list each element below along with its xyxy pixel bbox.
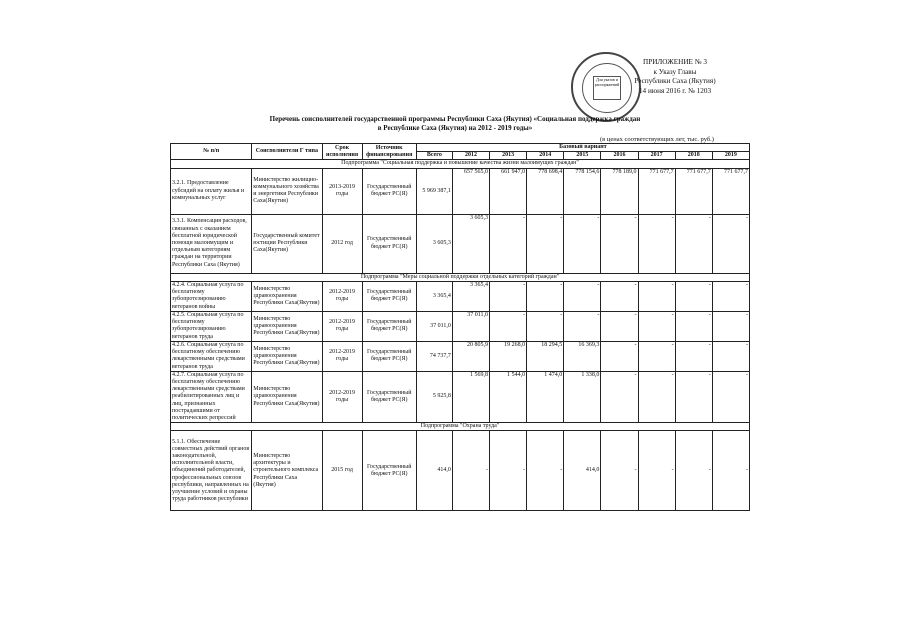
cell-year: - [712,431,749,511]
cell-total: 5 969 387,1 [416,168,452,214]
table-row [171,214,750,273]
cell-source: Государственный бюджет РС(Я) [362,431,416,511]
header-year: 2014 [527,152,564,160]
cell-source: Государственный бюджет РС(Я) [362,168,416,214]
cell-year: 771 677,7 [675,168,712,214]
appendix-line-3: Республики Саха (Якутия) [634,77,716,85]
table-row [171,281,750,311]
cell-coexec: Министерство здравоохранения Республики Саха(Якутия) [252,371,322,422]
cell-total: 414,0 [416,431,452,511]
cell-year: - [638,311,675,341]
cell-year: - [601,281,638,311]
cell-source: Государственный бюджет РС(Я) [362,281,416,311]
cell-year: - [712,341,749,371]
cell-term: 2012-2019 годы [322,311,362,341]
cell-total: 74 737,7 [416,341,452,371]
header-year: 2016 [601,152,638,160]
header-year: 2018 [675,152,712,160]
header-num: № п/п [171,144,252,160]
cell-source: Государственный бюджет РС(Я) [362,371,416,422]
cell-year: 1 544,0 [490,371,527,422]
cell-year: 661 947,0 [490,168,527,214]
coexecutors-table [170,143,750,511]
cell-year: - [490,214,527,273]
cell-coexec: Министерство здравоохранения Республики Саха(Якутия) [252,341,322,371]
table-row [171,431,750,511]
subprogram-row: Подпрограмма "Социальная поддержка и повышение качества жизни малоимущих граждан" [171,160,750,168]
cell-year: 778 189,0 [601,168,638,214]
cell-year: - [527,431,564,511]
cell-year: - [490,431,527,511]
header-term: Срок исполнения [322,144,362,160]
cell-year: 778 154,6 [564,168,601,214]
cell-year: 16 369,3 [564,341,601,371]
header-coexec: Соисполнители Г типа [252,144,322,160]
cell-source: Государственный бюджет РС(Я) [362,341,416,371]
cell-year: 1 569,8 [452,371,489,422]
cell-year: 3 365,4 [452,281,489,311]
cell-num: 4.2.7. Социальная услуга по бесплатному обеспечению лекарственными средствами реабилитированных лиц и лиц, признанных пострадавшими от политических репрессий [171,371,252,422]
cell-year: - [675,341,712,371]
units-note: (в ценах соответствующих лет, тыс. руб.) [600,136,714,143]
cell-num: 3.2.1. Предоставление субсидий на оплату жилья и коммунальных услуг [171,168,252,214]
header-base: Базовый вариант [416,144,749,152]
cell-year: 1 474,0 [527,371,564,422]
cell-year: 771 677,7 [638,168,675,214]
cell-year: - [638,431,675,511]
seal-center: Для указов и распоряжений [593,76,621,100]
cell-coexec: Министерство здравоохранения Республики Саха(Якутия) [252,311,322,341]
cell-year: - [601,311,638,341]
header-source: Источник финансирования [362,144,416,160]
header-year: 2013 [490,152,527,160]
cell-total: 3 605,3 [416,214,452,273]
cell-year: - [712,214,749,273]
cell-coexec: Министерство здравоохранения Республики Саха(Якутия) [252,281,322,311]
table-row [171,341,750,371]
header-year: 2012 [452,152,489,160]
cell-year: 771 677,7 [712,168,749,214]
cell-year: - [490,311,527,341]
title-line-1: Перечень соисполнителей государственной программы Республики Саха (Якутия) «Социальная поддержка граждан [269,115,641,123]
cell-year: - [712,311,749,341]
cell-year: - [638,371,675,422]
cell-num: 4.2.6. Социальная услуга по бесплатному обеспечению лекарственными средствами ветеранов труда [171,341,252,371]
cell-total: 3 365,4 [416,281,452,311]
cell-total: 37 011,0 [416,311,452,341]
cell-year: - [564,281,601,311]
cell-term: 2012-2019 годы [322,281,362,311]
cell-year: 20 805,9 [452,341,489,371]
cell-year: 1 338,0 [564,371,601,422]
cell-year: - [675,214,712,273]
appendix-line-2: к Указу Главы [653,67,697,76]
header-year: 2019 [712,152,749,160]
table-row [171,311,750,341]
cell-year: - [638,341,675,371]
header-year: 2015 [564,152,601,160]
subprogram-row: Подпрограмма "Меры социальной поддержки отдельных категорий граждан" [171,273,750,281]
cell-coexec: Министерство жилищно-коммунального хозяйства и энергетики Республики Саха(Якутия) [252,168,322,214]
cell-year: 18 294,5 [527,341,564,371]
cell-num: 5.1.1. Обеспечение совместных действий органов законодательной, исполнительной власти, объединений работодателей, профессиональных союзов республики, направленных на улучшение условий и охраны труда работников республики [171,431,252,511]
cell-year: 778 698,4 [527,168,564,214]
document-title [200,115,710,133]
cell-year: - [601,341,638,371]
cell-year: - [527,281,564,311]
cell-year: 3 605,3 [452,214,489,273]
table-row [171,371,750,422]
cell-term: 2015 год [322,431,362,511]
cell-year: - [452,431,489,511]
cell-source: Государственный бюджет РС(Я) [362,214,416,273]
cell-total: 5 925,8 [416,371,452,422]
cell-num: 4.2.4. Социальная услуга по бесплатному зубопротезированию ветеранов войны [171,281,252,311]
cell-year: 657 565,0 [452,168,489,214]
header-total: Всего [416,152,452,160]
cell-year: - [675,311,712,341]
cell-year: - [527,311,564,341]
appendix-line-1: ПРИЛОЖЕНИЕ № 3 [643,58,707,66]
cell-num: 4.2.5. Социальная услуга по бесплатному зубопротезированию ветеранов труда [171,311,252,341]
cell-year: - [675,371,712,422]
cell-year: 414,0 [564,431,601,511]
cell-year: - [712,281,749,311]
cell-year: - [638,281,675,311]
cell-year: - [675,281,712,311]
cell-num: 3.3.1. Компенсация расходов, связанных с оказанием бесплатной юридической помощи малоимущим и отдельным категориям граждан на территории Республики Саха (Якутия) [171,214,252,273]
cell-year: - [564,214,601,273]
appendix-header [620,58,730,96]
cell-year: - [601,431,638,511]
cell-year: - [601,371,638,422]
cell-year: - [527,214,564,273]
appendix-line-4: 14 июня 2016 г. № 1203 [638,86,712,95]
cell-source: Государственный бюджет РС(Я) [362,311,416,341]
title-line-2: в Республике Саха (Якутия) на 2012 - 2019 годы» [377,124,533,132]
cell-year: - [564,311,601,341]
cell-term: 2013-2019 годы [322,168,362,214]
cell-coexec: Министерство архитектуры и строительного комплекса Республики Саха (Якутия) [252,431,322,511]
header-year: 2017 [638,152,675,160]
cell-year: - [638,214,675,273]
cell-year: - [675,431,712,511]
cell-term: 2012 год [322,214,362,273]
cell-year: 37 011,0 [452,311,489,341]
cell-term: 2012-2019 годы [322,371,362,422]
cell-term: 2012-2019 годы [322,341,362,371]
cell-year: 19 268,0 [490,341,527,371]
subprogram-row: Подпрограмма "Охрана труда" [171,423,750,431]
cell-year: - [601,214,638,273]
cell-year: - [712,371,749,422]
cell-year: - [490,281,527,311]
cell-coexec: Государственный комитет юстиции Республики Саха(Якутия) [252,214,322,273]
table-row [171,168,750,214]
